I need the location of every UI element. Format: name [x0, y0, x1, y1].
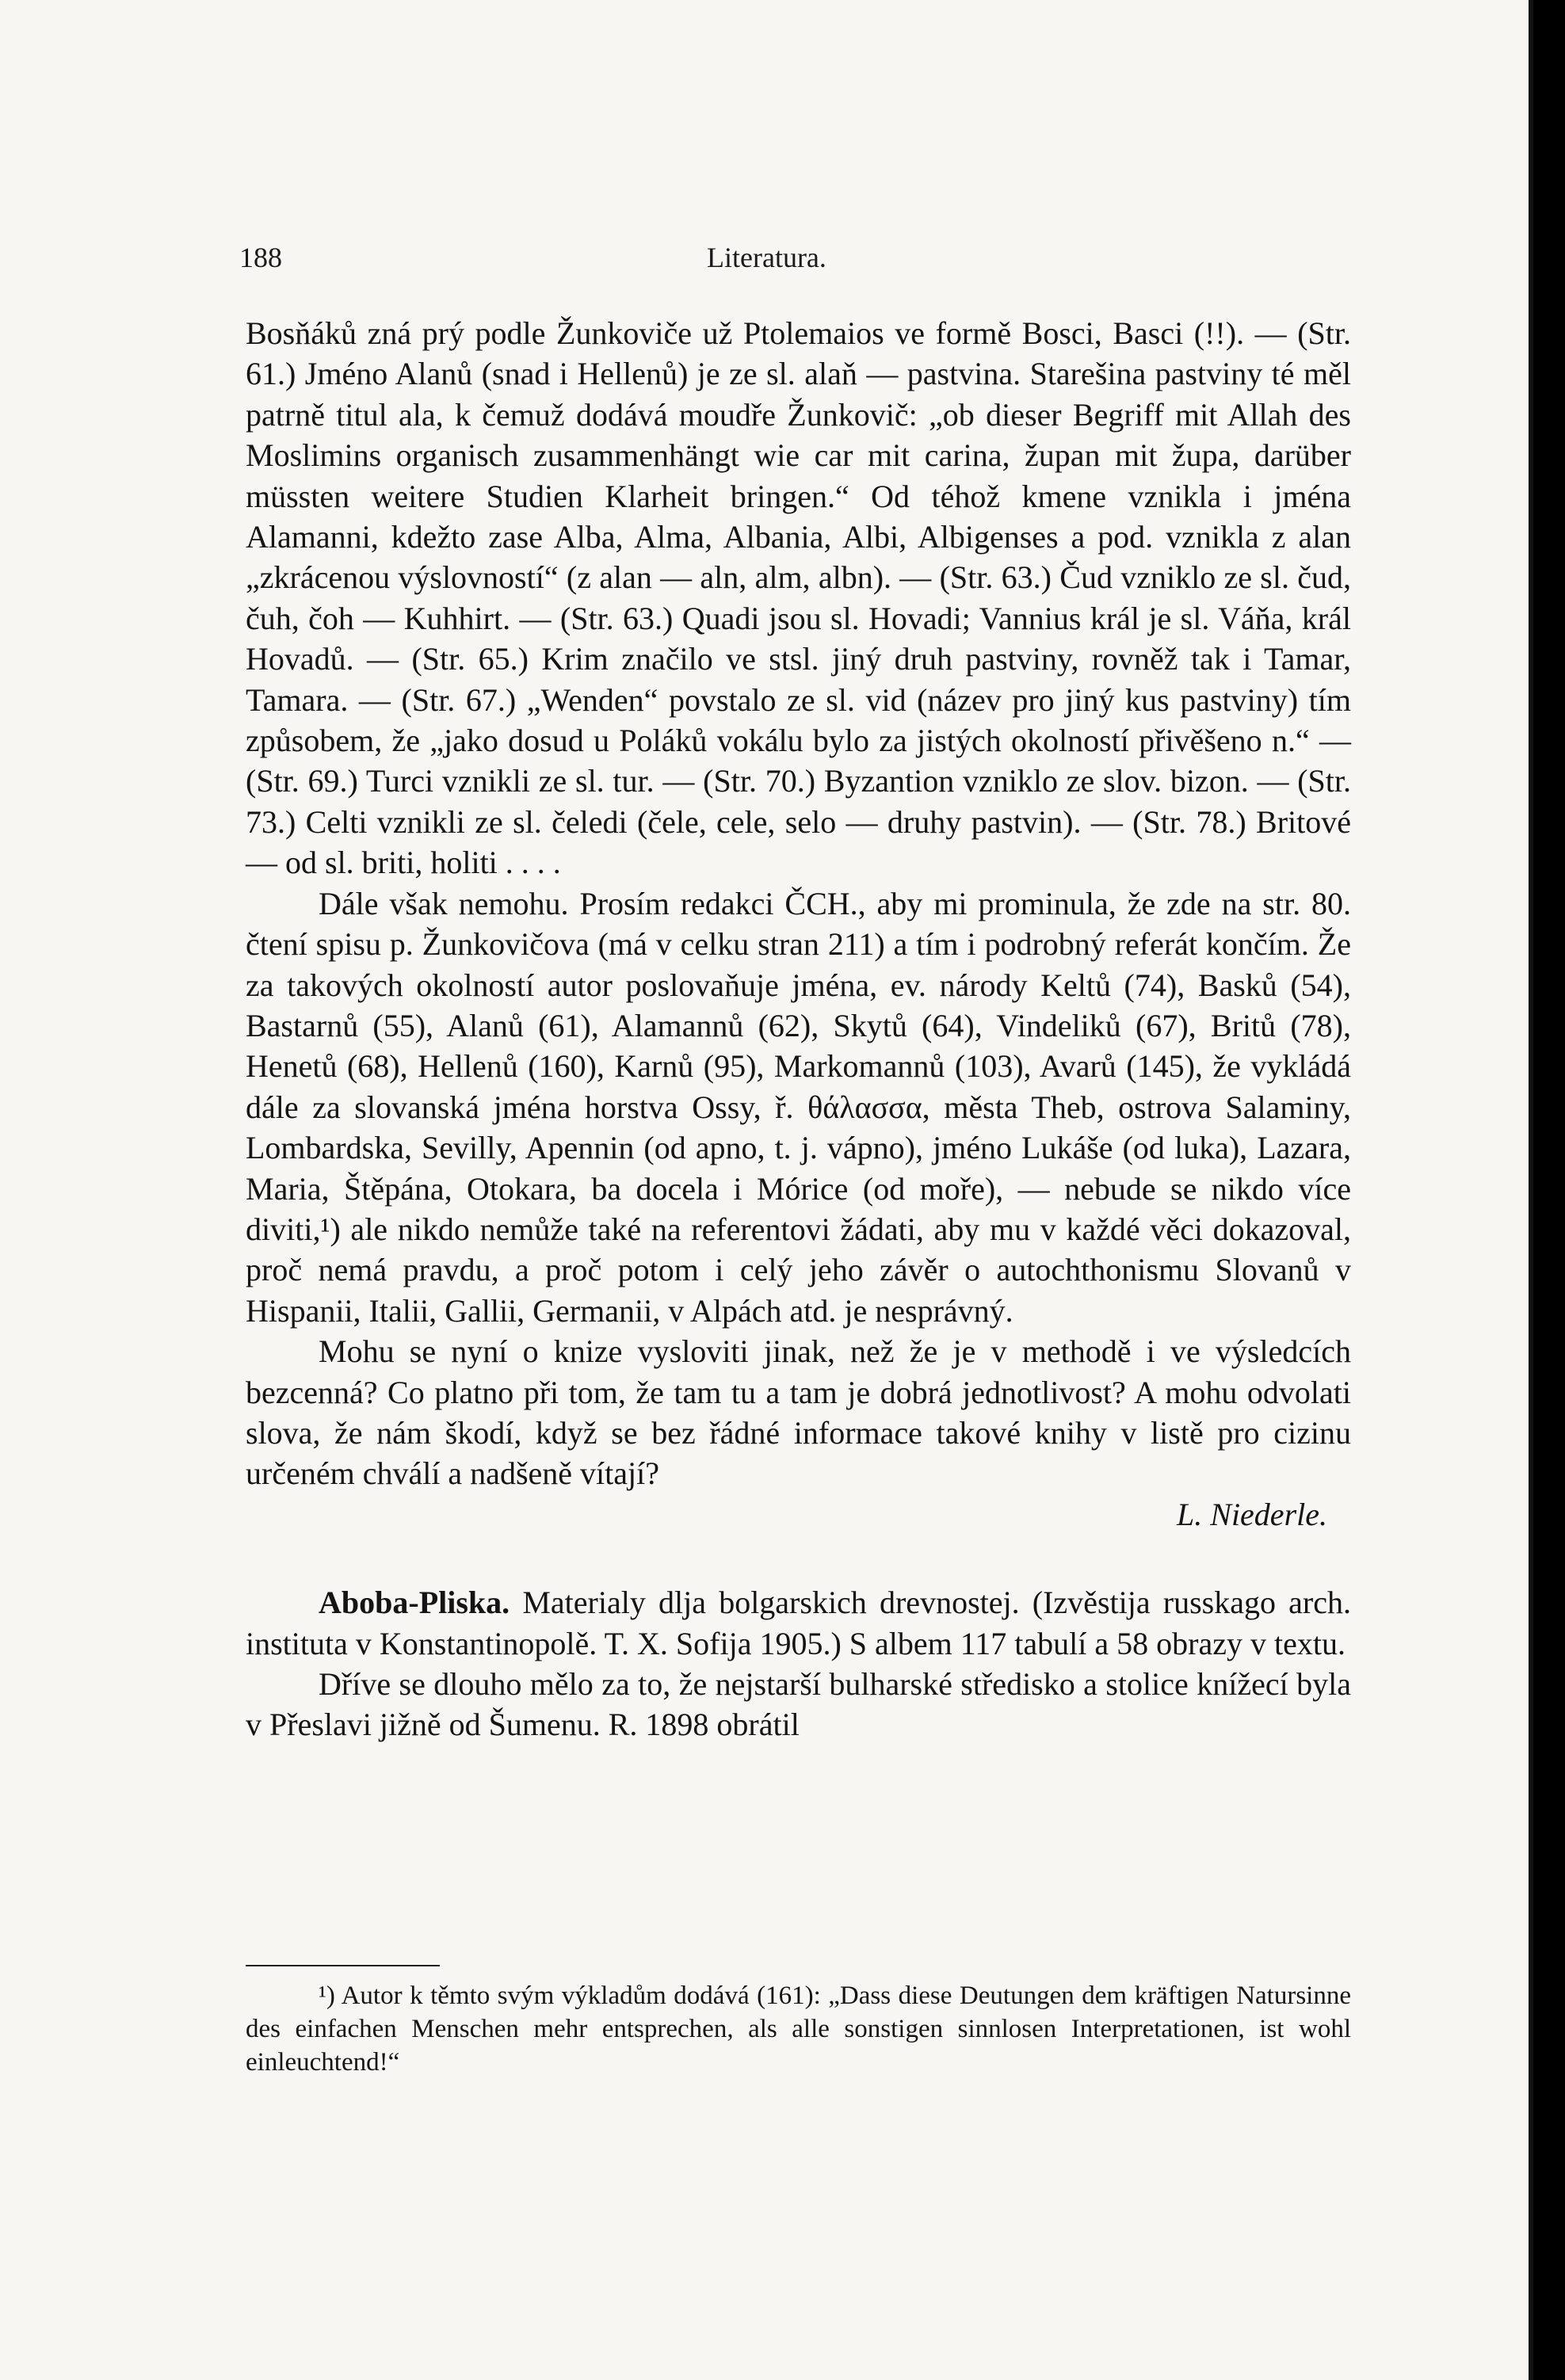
signature: L. Niederle. — [1177, 1496, 1327, 1532]
paragraph-2: Dále však nemohu. Prosím redakci ČCH., aby mi prominula, že zde na str. 80. čtení spisu p. Žunkovičova (má v celku stran 211) a tím i podrobný referát končím. Že za takových okolností autor poslovaňuje jména, ev. národy Keltů (74), Basků (54), Bastarnů (55), Alanů (61), Alamannů (62), Skytů (64), Vindeliků (67), Britů (78), Henetů (68), Hellenů (160), Karnů (95), Markomannů (103), Avarů (145), že vykládá dále za slovanská jména horstva Ossy, ř. θάλασσα, města Theb, ostrova Salaminy, Lombardska, Sevilly, Apennin (od apno, t. j. vápno), jméno Lukáše (od luka), Lazara, Maria, Štěpána, Otokara, ba docela i Mórice (od moře), — nebude se nikdo více diviti,¹) ale nikdo nemůže také na referentovi žádati, aby mu v každé věci dokazoval, proč nemá pravdu, a proč potom i celý jeho závěr o autochthonismu Slovanů v Hispanii, Italii, Gallii, Germanii, v Alpách atd. je nesprávný. — [246, 885, 1351, 1329]
page-header — [239, 241, 1353, 280]
review-entry — [246, 1582, 1351, 1664]
footnote: ¹) Autor k těmto svým výkladům dodává (161): „Dass diese Deutungen dem kräftigen Natursinne des einfachen Menschen mehr entsprechen, als alle sonstigen sinnlosen Interpretationen, ist wohl einleuchtend!“ — [246, 1981, 1351, 2077]
page-number: 188 — [239, 242, 282, 273]
running-title: Literatura. — [707, 242, 826, 273]
entry-title: Aboba-Pliska. — [319, 1585, 510, 1621]
footnote-divider — [246, 1965, 440, 1966]
paragraph-1: Bosňáků zná prý podle Žunkoviče už Ptolemaios ve formě Bosci, Basci (!!). — (Str. 61.) Jméno Alanů (snad i Hellenů) je ze sl. alaň — pastvina. Starešina pastviny té měl patrně titul ala, k čemuž dodává moudře Žunkovič: „ob dieser Begriff mit Allah des Moslimins organisch zusammenhängt wie car mit carina, župan mit župa, darüber müssten weitere Studien Klarheit bringen.“ Od téhož kmene vznikla i jména Alamanni, kdežto zase Alba, Alma, Albania, Albi, Albigenses a pod. vznikla z alan „zkrácenou výslovností“ (z alan — aln, alm, albn). — (Str. 63.) Čud vzniklo ze sl. čud, čuh, čoh — Kuhhirt. — (Str. 63.) Quadi jsou sl. Hovadi; Vannius král je sl. Váňa, král Hovadů. — (Str. 65.) Krim značilo ve stsl. jiný druh pastviny, rovněž tak i Tamar, Tamara. — (Str. 67.) „Wenden“ povstalo ze sl. vid (název pro jiný kus pastviny) tím způsobem, že „jako dosud u Poláků vokálu bylo za jistých okolností přivěšeno n.“ — (Str. 69.) Turci vznikli ze sl. tur. — (Str. 70.) Byzantion vzniklo ze slov. bizon. — (Str. 73.) Celti vznikli ze sl. čeledi (čele, cele, selo — druhy pastvin). — (Str. 78.) Britové — od sl. briti, holiti . . . . — [246, 315, 1351, 881]
entry-citation: Materialy dlja bolgarskich drevnostej. (Izvěstija russkago arch. instituta v Konstantinopolě. T. X. Sofija 1905.) S albem 117 tabulí a 58 obrazy v textu. — [246, 1585, 1351, 1661]
paragraph-3: Mohu se nyní o knize vysloviti jinak, než že je v methodě i ve výsledcích bezcenná? Co platno při tom, že tam tu a tam je dobrá jednotlivost? A mohu odvolati slova, že nám škodí, když se bez řádné informace takové knihy v listě pro cizinu určeném chválí a nadšeně vítají? — [246, 1333, 1351, 1492]
body-text — [246, 313, 1351, 1745]
paragraph-final: Dříve se dlouho mělo za to, že nejstarší bulharské středisko a stolice knížecí byla v Přeslavi jižně od Šumenu. R. 1898 obrátil — [246, 1666, 1351, 1743]
scan-edge — [1533, 0, 1565, 2380]
